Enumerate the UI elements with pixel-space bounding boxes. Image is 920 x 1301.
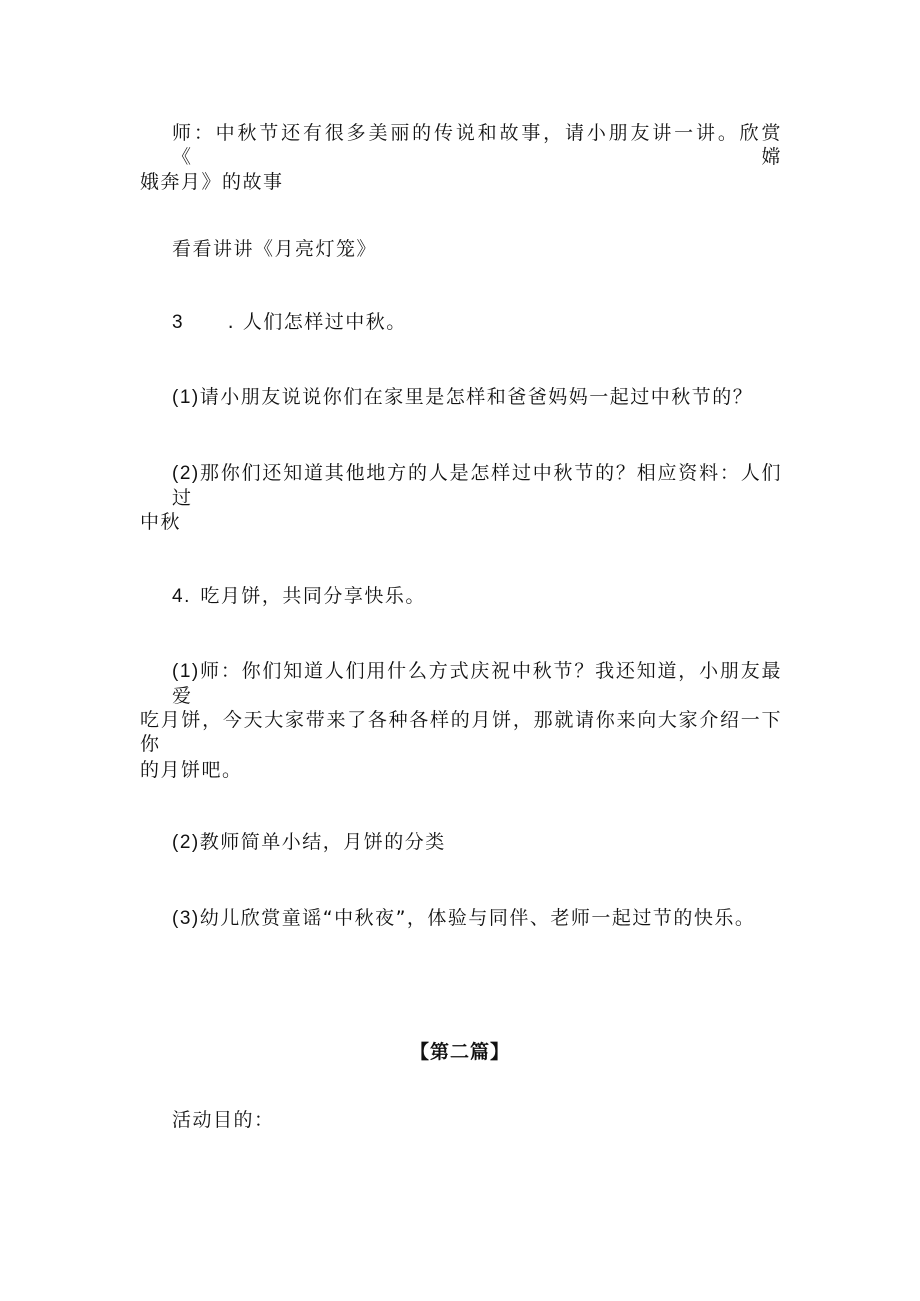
moon-cake-item-1-line-3: 的月饼吧。 bbox=[140, 759, 243, 781]
list-item-3 bbox=[172, 310, 407, 335]
moon-cake-item-2-text: 教师简单小结，月饼的分类 bbox=[199, 831, 446, 853]
paragraph-story-line-1: 师：中秋节还有很多美丽的传说和故事，请小朋友讲一讲。欣赏《嫦 bbox=[172, 122, 782, 168]
list-item-4-text: 吃月饼，共同分享快乐。 bbox=[200, 585, 426, 607]
sub-item-2-line-1 bbox=[172, 461, 782, 510]
sub-item-1 bbox=[172, 385, 753, 410]
list-item-3-number: 3 bbox=[172, 312, 185, 333]
moon-cake-item-1-line-2: 吃月饼，今天大家带来了各种各样的月饼，那就请你来向大家介绍一下你 bbox=[140, 709, 782, 755]
moon-cake-item-1-text: 师：你们知道人们用什么方式庆祝中秋节？我还知道，小朋友最爱 bbox=[172, 660, 782, 707]
list-item-4 bbox=[172, 584, 426, 609]
sub-item-2-text: 那你们还知道其他地方的人是怎样过中秋节的？相应资料：人们过 bbox=[172, 462, 782, 509]
moon-cake-item-3-text: 幼儿欣赏童谣“中秋夜”，体验与同伴、老师一起过节的快乐。 bbox=[199, 907, 756, 929]
section-heading: 【第二篇】 bbox=[410, 1041, 511, 1063]
sub-item-1-number: (1) bbox=[172, 387, 200, 408]
list-item-4-number: 4. bbox=[172, 586, 191, 607]
sub-item-2-line-2: 中秋 bbox=[140, 511, 182, 533]
moon-cake-item-3-number: (3) bbox=[172, 908, 200, 929]
moon-cake-item-1-number: (1) bbox=[172, 661, 200, 682]
paragraph-story-line-2: 娥奔月》的故事 bbox=[140, 171, 284, 193]
moon-cake-item-2-number: (2) bbox=[172, 832, 200, 853]
list-item-3-text: . 人们怎样过中秋。 bbox=[227, 311, 407, 333]
moon-cake-item-3 bbox=[172, 906, 755, 931]
sub-item-2-number: (2) bbox=[172, 463, 200, 484]
moon-cake-item-2 bbox=[172, 830, 446, 855]
activity-goal-label: 活动目的： bbox=[172, 1109, 275, 1131]
sub-item-1-text: 请小朋友说说你们在家里是怎样和爸爸妈妈一起过中秋节的？ bbox=[199, 386, 754, 408]
paragraph-lantern: 看看讲讲《月亮灯笼》 bbox=[172, 238, 378, 260]
moon-cake-item-1-line-1 bbox=[172, 659, 782, 708]
